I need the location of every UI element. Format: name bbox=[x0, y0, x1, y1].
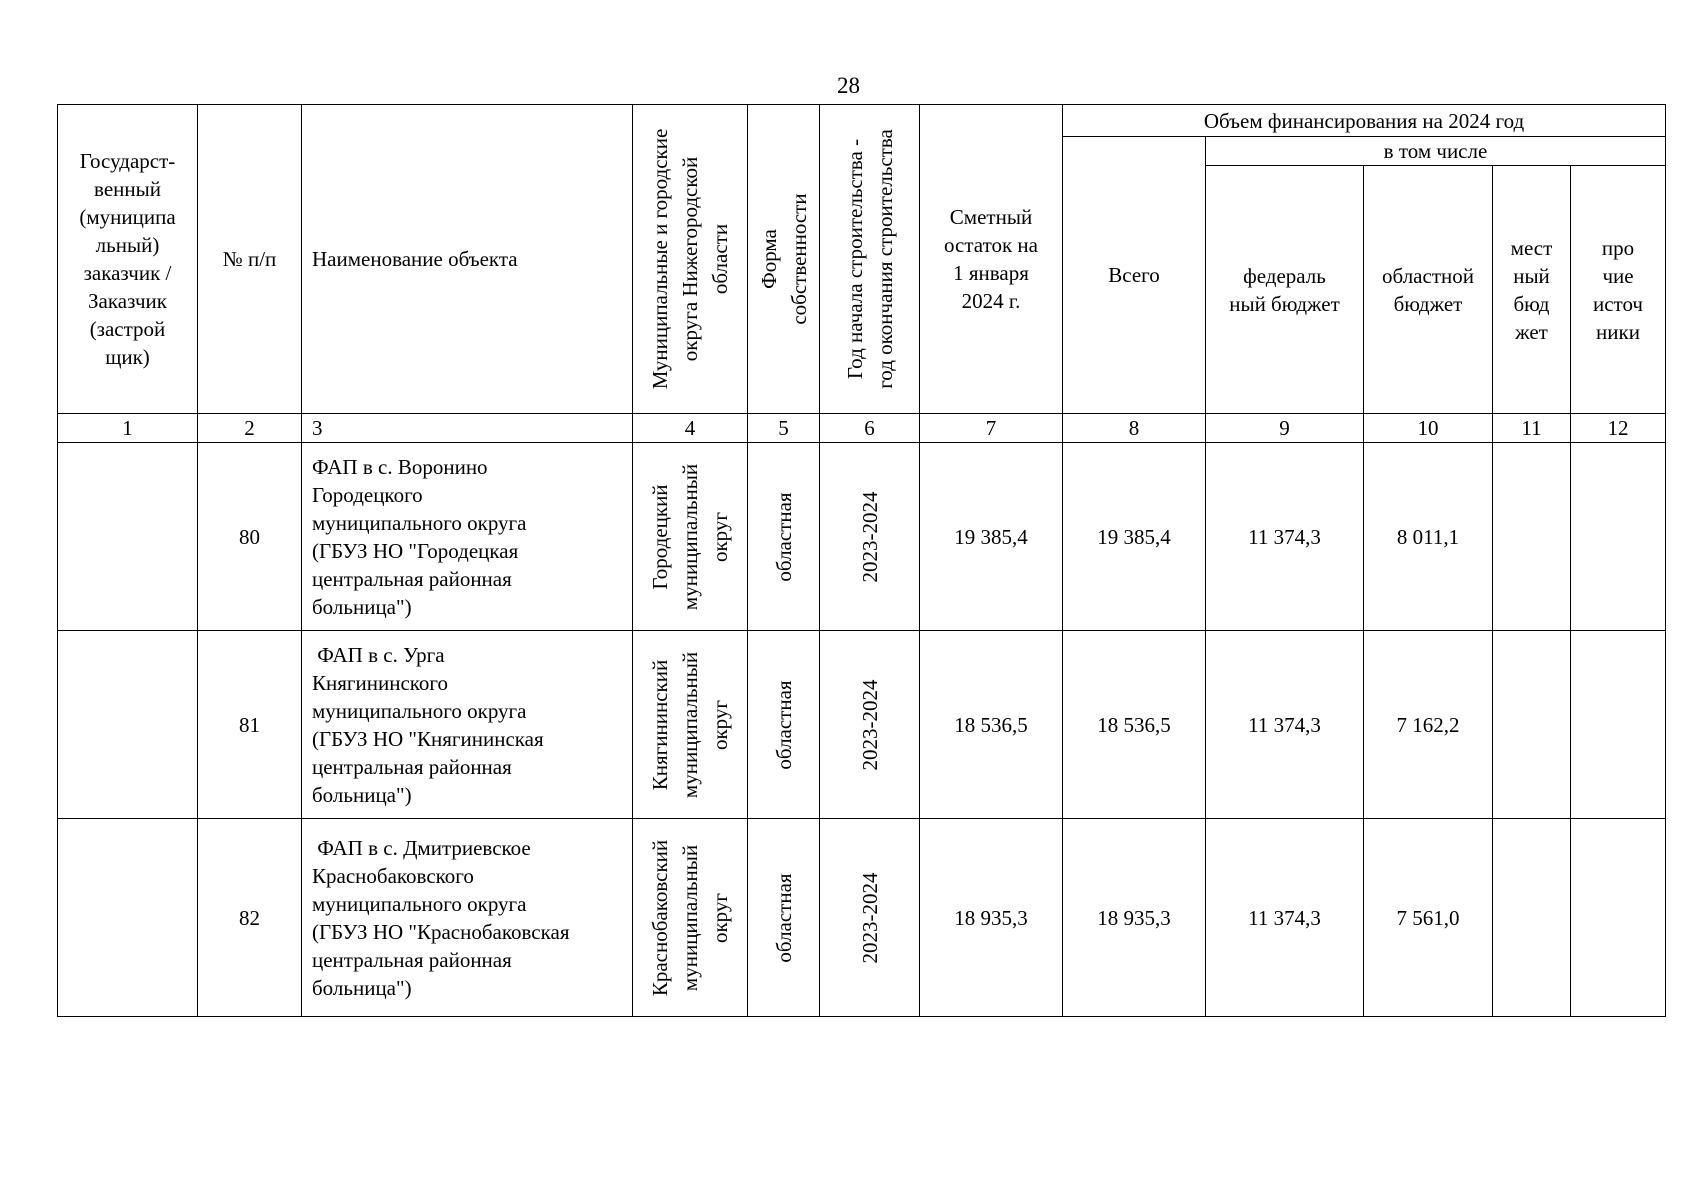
cell-customer bbox=[58, 819, 198, 1017]
cell-regional: 7 162,2 bbox=[1364, 631, 1493, 819]
cell-municipal: Княгининский муниципальный округ bbox=[633, 631, 748, 819]
cell-municipal: Краснобаковский муниципальный округ bbox=[633, 819, 748, 1017]
cell-federal: 11 374,3 bbox=[1206, 443, 1364, 631]
column-number: 3 bbox=[302, 414, 633, 443]
cell-number: 82 bbox=[198, 819, 302, 1017]
cell-number: 81 bbox=[198, 631, 302, 819]
cell-ownership: областная bbox=[748, 631, 820, 819]
header-regional: областной бюджет bbox=[1364, 166, 1493, 414]
header-total: Всего bbox=[1063, 137, 1206, 414]
column-number: 7 bbox=[920, 414, 1063, 443]
table-row bbox=[58, 819, 1666, 1017]
column-number: 2 bbox=[198, 414, 302, 443]
cell-years: 2023-2024 bbox=[820, 443, 920, 631]
header-ownership: Форма собственности bbox=[748, 105, 820, 414]
cell-years: 2023-2024 bbox=[820, 631, 920, 819]
header-customer: Государст- венный (муниципа льный) заказчик / Заказчик (застрой щик) bbox=[58, 105, 198, 414]
cell-regional: 7 561,0 bbox=[1364, 819, 1493, 1017]
column-number: 10 bbox=[1364, 414, 1493, 443]
column-number: 6 bbox=[820, 414, 920, 443]
cell-other bbox=[1571, 631, 1666, 819]
cell-total: 18 536,5 bbox=[1063, 631, 1206, 819]
cell-total: 19 385,4 bbox=[1063, 443, 1206, 631]
cell-estimate: 18 935,3 bbox=[920, 819, 1063, 1017]
cell-object-name: ФАП в с. Воронино Городецкого муниципального округа (ГБУЗ НО "Городецкая центральная районная больница") bbox=[302, 443, 633, 631]
cell-years: 2023-2024 bbox=[820, 819, 920, 1017]
cell-customer bbox=[58, 443, 198, 631]
cell-local bbox=[1493, 443, 1571, 631]
column-number: 12 bbox=[1571, 414, 1666, 443]
cell-number: 80 bbox=[198, 443, 302, 631]
cell-ownership: областная bbox=[748, 443, 820, 631]
column-numbers-row bbox=[58, 414, 1666, 443]
header-local: мест ный бюд жет bbox=[1493, 166, 1571, 414]
header-financing-title: Объем финансирования на 2024 год bbox=[1063, 105, 1666, 137]
cell-ownership: областная bbox=[748, 819, 820, 1017]
header-other: про чие источ ники bbox=[1571, 166, 1666, 414]
header-object-name: Наименование объекта bbox=[302, 105, 633, 414]
cell-regional: 8 011,1 bbox=[1364, 443, 1493, 631]
column-number: 1 bbox=[58, 414, 198, 443]
header-years: Год начала строительства - год окончания строительства bbox=[820, 105, 920, 414]
cell-local bbox=[1493, 631, 1571, 819]
column-number: 11 bbox=[1493, 414, 1571, 443]
cell-total: 18 935,3 bbox=[1063, 819, 1206, 1017]
cell-estimate: 18 536,5 bbox=[920, 631, 1063, 819]
cell-object-name: ФАП в с. Урга Княгининского муниципального округа (ГБУЗ НО "Княгининская центральная районная больница") bbox=[302, 631, 633, 819]
cell-object-name: ФАП в с. Дмитриевское Краснобаковского муниципального округа (ГБУЗ НО "Краснобаковская центральная районная больница") bbox=[302, 819, 633, 1017]
financing-table bbox=[57, 104, 1666, 1017]
column-number: 4 bbox=[633, 414, 748, 443]
column-number: 9 bbox=[1206, 414, 1364, 443]
cell-municipal: Городецкий муниципальный округ bbox=[633, 443, 748, 631]
cell-federal: 11 374,3 bbox=[1206, 819, 1364, 1017]
column-number: 5 bbox=[748, 414, 820, 443]
cell-customer bbox=[58, 631, 198, 819]
header-estimate: Сметный остаток на 1 января 2024 г. bbox=[920, 105, 1063, 414]
table-row bbox=[58, 631, 1666, 819]
header-row-1 bbox=[58, 105, 1666, 137]
cell-other bbox=[1571, 443, 1666, 631]
header-federal: федераль ный бюджет bbox=[1206, 166, 1364, 414]
header-municipal: Муниципальные и городские округа Нижегородской области bbox=[633, 105, 748, 414]
table-row bbox=[58, 443, 1666, 631]
cell-estimate: 19 385,4 bbox=[920, 443, 1063, 631]
header-including: в том числе bbox=[1206, 137, 1666, 166]
cell-other bbox=[1571, 819, 1666, 1017]
column-number: 8 bbox=[1063, 414, 1206, 443]
header-number: № п/п bbox=[198, 105, 302, 414]
cell-local bbox=[1493, 819, 1571, 1017]
page-number: 28 bbox=[837, 73, 860, 98]
cell-federal: 11 374,3 bbox=[1206, 631, 1364, 819]
